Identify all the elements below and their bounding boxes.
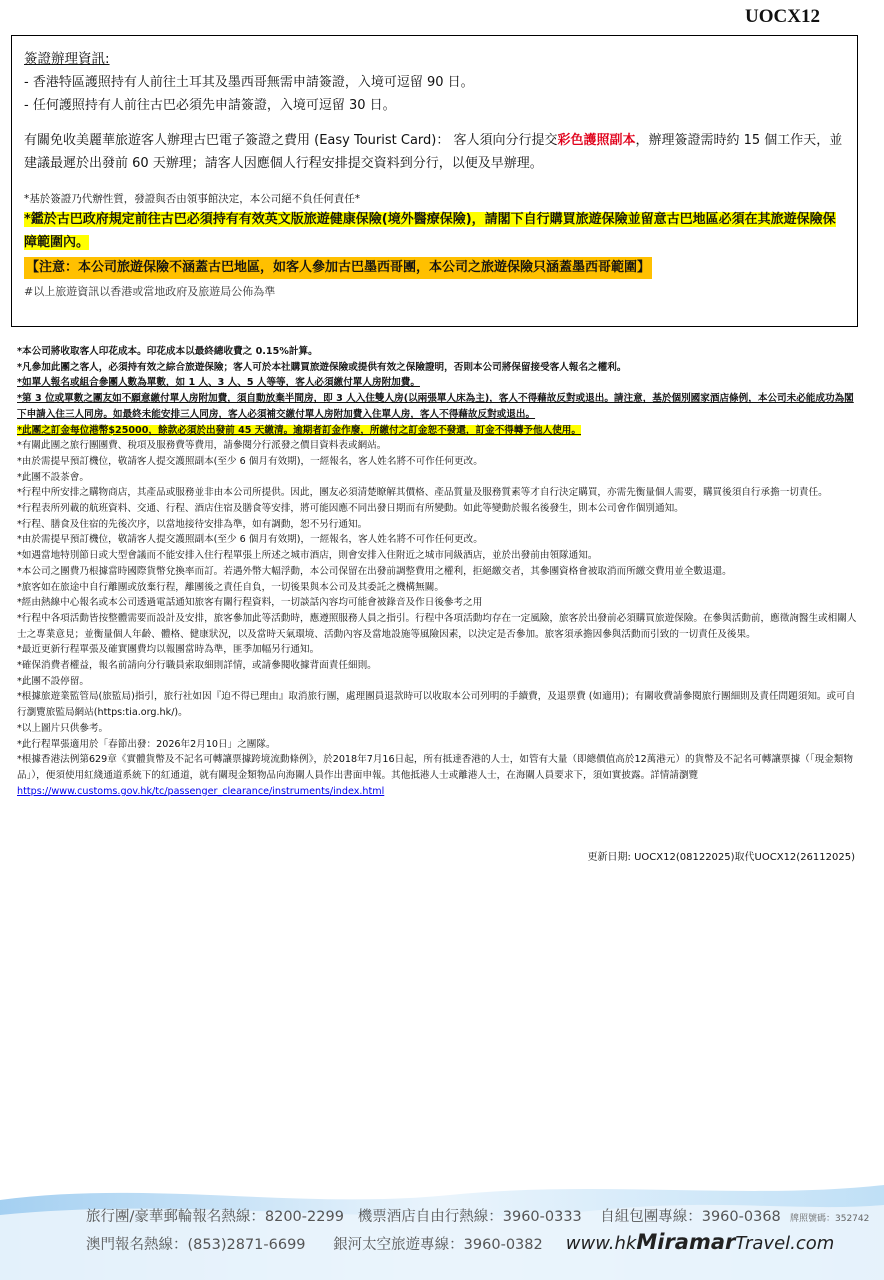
term-item: *行程中各項活動皆按整體需要而設計及安排，旅客參加此等活動時，應遵照服務人員之指引。行程中各項活動均存在一定風險，旅客於出發前必須購買旅遊保險。在參與活動前，應徵詢醫生或相關人士之專業意見；並衡量個人年齡、體格、健康狀況，以及當時天氣環境、活動內容及當地設施等風險因素，以決定是否參加。旅客須承擔因參與活動而引致的一切責任及後果。 xyxy=(17,612,857,640)
term-item: *由於需提早預訂機位，敬請客人提交護照副本(至少 6 個月有效期)，一經報名，客人姓名將不可作任何更改。 xyxy=(17,455,483,467)
term-item: *此團不設停留。 xyxy=(17,675,89,687)
term-item: *經由熱線中心報名或本公司透過電話通知旅客有關行程資料，一切談話內容均可能會被錄音及作日後參考之用 xyxy=(17,597,483,609)
macau-hotline: 澳門報名熱線：(853)2871-6699 xyxy=(86,1237,306,1253)
term-item: *行程表所列載的航班資料、交通、行程、酒店住宿及膳食等安排，將可能因應不同出發日期而有所變動。如此等變動於報名後發生，則本公司會作個別通知。 xyxy=(17,503,684,515)
insurance-notice: 【注意：本公司旅遊保險不涵蓋古巴地區，如客人參加古巴墨西哥團，本公司之旅遊保險只涵蓋墨西哥範圍】 xyxy=(24,257,652,279)
galaxy-hotline: 銀河太空旅遊專線：3960-0382 xyxy=(333,1237,543,1253)
visa-fee-text: 有關免收美麗華旅遊客人辦理古巴電子簽證之費用 (Easy Tourist Card)： 客人須向分行提交 xyxy=(24,133,558,148)
term-item: *凡參加此團之客人，必須持有效之綜合旅遊保險；客人可於本社購買旅遊保險或提供有效之保險證明，否則本公司將保留接受客人報名之權利。 xyxy=(17,361,627,373)
terms-list xyxy=(17,344,859,799)
term-item: *以上圖片只供參考。 xyxy=(17,722,109,734)
insurance-warning: *鑑於古巴政府規定前往古巴必須持有有效英文版旅遊健康保險(境外醫療保險)，請閣下自行購買旅遊保險並留意古巴地區必須在其旅遊保險保障範圍內。 xyxy=(24,212,836,250)
website-brand[interactable]: www.hkMiramarTravel.com xyxy=(565,1230,835,1254)
term-item: *此行程單張適用於「春節出發：2026年2月10日」之團隊。 xyxy=(17,738,276,750)
term-item: *由於需提早預訂機位，敬請客人提交護照副本(至少 6 個月有效期)，一經報名，客人姓名將不可作任何更改。 xyxy=(17,534,483,546)
private-tour-hotline: 自組包團專線：3960-0368 xyxy=(600,1209,781,1225)
term-item: *根據旅遊業監管局(旅監局)指引，旅行社如因『迫不得已理由』取消旅行團，處理團員退款時可以收取本公司列明的手續費，及退票費 (如適用)；有關收費請參閱旅行團細則及責任問題須知。或可自行瀏覽旅監局網站(https:tia.org.hk/)。 xyxy=(17,691,856,719)
term-item: *此團不設茶會。 xyxy=(17,471,89,483)
document-code: UOCX12 xyxy=(745,6,820,27)
footer xyxy=(0,1170,884,1280)
term-item: *本公司之團費乃根據當時國際貨幣兌換率而訂。若遇外幣大幅浮動，本公司保留在出發前調整費用之權利，拒絕繳交者，其參團資格會被取消而所繳交費用並全數退還。 xyxy=(17,565,732,577)
visa-line: - 任何護照持有人前往古巴必須先申請簽證，入境可逗留 30 日。 xyxy=(24,98,396,113)
color-passport-copy: 彩色護照副本 xyxy=(557,133,636,148)
term-item: *最近更新行程單張及確實團費均以報團當時為準，匪季加幅另行通知。 xyxy=(17,644,320,656)
footer-hotlines-row1 xyxy=(86,1205,869,1226)
footer-hotlines-row2 xyxy=(86,1230,834,1254)
term-item: *行程、膳食及住宿的先後次序，以當地接待安排為準，如有調動，恕不另行通知。 xyxy=(17,518,368,530)
term-item: *此團之訂金每位港幣$25000，餘款必須於出發前 45 天繳清。逾期者訂金作廢，所繳付之訂金恕不發還，訂金不得轉予他人使用。 xyxy=(17,424,581,436)
term-item: *第 3 位或單數之團友如不願意繳付單人房附加費，須自動放棄半間房，即 3 人入住雙人房(以兩張單人床為主)，客人不得藉故反對或退出。請注意，基於個別國家酒店條例，本公司未必能成功為閣下申請入住三人同房。如最終未能安排三人同房，客人必須補交繳付單人房附加費入住單人房，客人不得藉故反對或退出。 xyxy=(17,393,854,420)
visa-fee-paragraph xyxy=(24,129,847,175)
visa-fee-text: ，辦理簽證需時約 15 個工作天，並建議最遲於出發前 60 天辦理；請客人因應個人行程安排提交資料到分行，以便及早辦理。 xyxy=(24,133,843,171)
flight-hotel-hotline: 機票酒店自由行熱線：3960-0333 xyxy=(357,1209,582,1225)
visa-line: - 香港特區護照持有人前往土耳其及墨西哥無需申請簽證，入境可逗留 90 日。 xyxy=(24,75,474,90)
term-item: *本公司將收取客人印花成本。印花成本以最終總收費之 0.15%計算。 xyxy=(17,346,318,357)
visa-disclaimer: *基於簽證乃代辦性質，發證與否由領事館決定，本公司絕不負任何責任* xyxy=(24,193,360,205)
term-item: *確保消費者權益，報名前請向分行職員索取細則詳情，或請參閱收據背面責任細則。 xyxy=(17,660,377,672)
update-date: 更新日期: UOCX12(08122025)取代UOCX12(26112025) xyxy=(587,852,855,863)
info-source-note: #以上旅遊資訊以香港或當地政府及旅遊局公佈為準 xyxy=(24,285,276,298)
license-number: 牌照號碼：352742 xyxy=(790,1214,870,1224)
term-item: *根據香港法例第629章《實體貨幣及不記名可轉讓票據跨境流動條例》，於2018年7月16日起，所有抵達香港的人士，如管有大量（即總價值高於12萬港元）的貨幣及不記名可轉讓票據（「現金類物品」），便須使用紅綫通道系統下的紅通道，就有關現金類物品向海關人員作出書面申報。其他抵港人士或離港人士，在海關人員要求下，須如實披露。詳情請瀏覽https://www.customs.gov.hk/tc/passenger_clearance/instruments/index.html xyxy=(17,754,853,797)
term-item: *有關此團之旅行團團費、稅項及服務費等費用，請參閱分行派發之價目資料表或網站。 xyxy=(17,440,387,452)
tour-hotline: 旅行團/豪華郵輪報名熱線：8200-2299 xyxy=(86,1209,344,1225)
visa-info-box xyxy=(11,35,858,327)
customs-link[interactable]: https://www.customs.gov.hk/tc/passenger_clearance/instruments/index.html xyxy=(17,785,385,797)
visa-title: 簽證辦理資訊: xyxy=(24,51,110,67)
term-item: *如單人報名或組合參團人數為單數，如 1 人、3 人、5 人等等，客人必須繳付單人房附加費。 xyxy=(17,377,420,389)
term-item: *如遇當地特別節日或大型會議而不能安排入住行程單張上所述之城市酒店，則會安排入住附近之城市同級酒店，並於出發前由領隊通知。 xyxy=(17,550,598,562)
term-item: *旅客如在旅途中自行離團或放棄行程，離團後之責任自負，一切後果與本公司及其委託之機構無關。 xyxy=(17,581,444,593)
term-item: *行程中所安排之購物商店，其產品或服務並非由本公司所提供。因此，團友必須清楚瞭解其價格、產品質量及服務質素等才自行決定購買，亦需先衡量個人需要，購買後須自行承擔一切責任。 xyxy=(17,487,828,499)
